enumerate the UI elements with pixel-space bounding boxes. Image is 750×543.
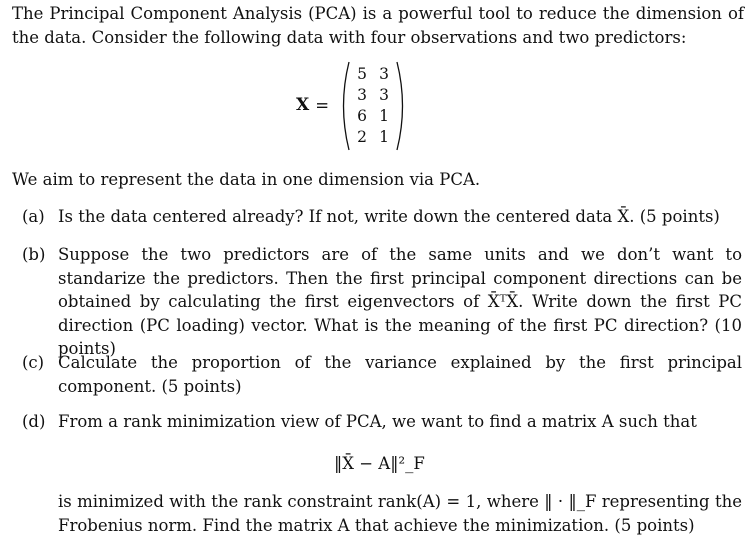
frobenius-norm-expression: ‖X̄ − A‖²_F	[334, 454, 425, 473]
matrix-parentheses	[337, 60, 409, 152]
question-d-continued	[22, 490, 742, 537]
matrix-body	[337, 60, 409, 152]
question-d-label: (d)	[22, 412, 46, 431]
matrix-cell: 6	[357, 107, 367, 125]
matrix-cell: 3	[379, 65, 389, 83]
question-a-label: (a)	[22, 207, 45, 226]
question-a-text: Is the data centered already? If not, write down the centered data X̄. (5 points)	[58, 207, 720, 226]
matrix-cell: 3	[379, 86, 389, 104]
aim-sentence: We aim to represent the data in one dimension via PCA.	[12, 170, 481, 189]
question-b-text: Suppose the two predictors are of the same units and we don’t want to standarize the predictors. Then the first principal component directions can be obtained by calculating the first eigenvectors of X̄ᵀX̄. Write down the first PC direction (PC loading) vector. What is the meaning of the first PC direction? (10 points)	[58, 245, 742, 358]
matrix-cell: 1	[379, 107, 389, 125]
question-c	[22, 351, 742, 398]
matrix-display	[296, 60, 409, 152]
question-a	[22, 205, 742, 229]
matrix-label: X	[296, 95, 310, 116]
matrix-cell: 5	[357, 65, 367, 83]
matrix-cell: 2	[357, 128, 367, 146]
matrix-cell: 1	[379, 128, 389, 146]
question-b-label: (b)	[22, 245, 46, 264]
question-d-text: From a rank minimization view of PCA, we want to find a matrix A such that	[58, 412, 697, 431]
intro-paragraph: The Principal Component Analysis (PCA) is a powerful tool to reduce the dimension of the data. Consider the following data with four observations and two predictors:	[12, 4, 744, 47]
equals-sign: =	[315, 96, 330, 116]
matrix-cell: 3	[357, 86, 367, 104]
question-c-label: (c)	[22, 353, 45, 372]
question-b	[22, 243, 742, 361]
question-d	[22, 410, 742, 434]
question-d-text2: is minimized with the rank constraint rank(A) = 1, where ‖ · ‖_F representing the Frobenius norm. Find the matrix A that achieve the minimization. (5 points)	[58, 492, 742, 535]
question-c-text: Calculate the proportion of the variance explained by the first principal component. (5 points)	[58, 353, 742, 396]
